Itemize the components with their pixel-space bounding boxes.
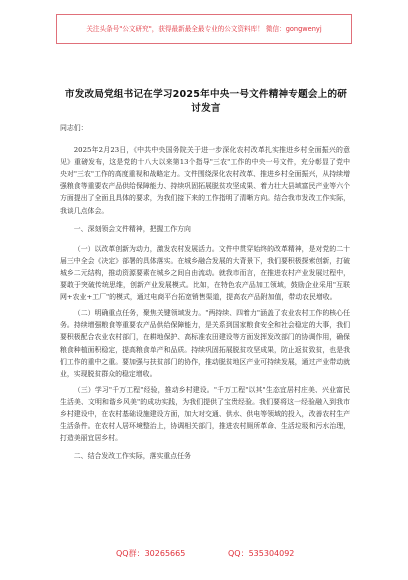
qq-number: QQ：535304092 — [228, 549, 295, 558]
document-body — [60, 122, 350, 522]
promo-banner-text: 关注头条号"公文研究"，获得最新最全最专业的公文资料库！ 微信：gongwenyj — [86, 25, 322, 33]
salutation: 同志们： — [60, 124, 88, 132]
qq-group-number: QQ群：30265665 — [116, 549, 186, 558]
body-paragraph: （二）明确重点任务，聚焦关键领域发力。"两持续、四着力"涵盖了农业农村工作的核心任务。持续增强粮食等重要农产品供给保障能力，是关系到国家粮食安全和社会稳定的大事，我们要积极配合农业农村部门，在耕地保护、高标准农田建设等方面发挥发改部门的协调作用，确保粮食种植面积稳定，提高粮食单产和品质。持续巩固拓展脱贫攻坚成果，防止返贫致贫，也是我们工作的重中之重。要加强与扶贫部门的协作，推动脱贫地区产业可持续发展，通过产业带动就业，实现脱贫群众的稳定增收。 — [60, 309, 350, 378]
document-title: 市发改局党组书记在学习2025年中央一号文件精神专题会上的研讨发言 — [64, 89, 348, 114]
body-paragraph: （三）学习"千万工程"经验，推动乡村建设。"千万工程"以其"生态宜居村庄美、兴业富民生活美、文明和谐乡风美"的成功实践，为我们提供了宝贵经验。我们要将这一经验融入到我市乡村建设中，在农村基础设施建设方面，加大对交通、供水、供电等领域的投入，改善农村生产生活条件。在农村人居环境整治上，协调相关部门，推进农村厕所革命、生活垃圾和污水治理，打造美丽宜居乡村。 — [60, 385, 350, 443]
body-paragraph: 2025年2月23日，《中共中央国务院关于进一步深化农村改革扎实推进乡村全面振兴的意见》重磅发布，这是党的十八大以来第13个指导"三农"工作的中央一号文件，充分彰显了党中央对"三农"工作的高度重视和战略定力。文件围绕深化农村改革、推进乡村全面振兴，从持续增强粮食等重要农产品供给保障能力、持续巩固拓展脱贫攻坚成果、着力壮大县域富民产业等六个方面提出了全面且具体的要求，为我们接下来的工作指明了清晰方向。结合我市发改工作实际，我谈几点体会。 — [60, 146, 350, 215]
footer-contact — [60, 548, 348, 562]
section-heading: 一、深刻领会文件精神，把握工作方向 — [73, 224, 191, 233]
promo-banner — [56, 14, 352, 44]
body-paragraph: （一）以改革创新为动力，激发农村发展活力。文件中贯穿始终的改革精神，是对党的二十届三中全会《决定》部署的具体落实。在城乡融合发展的大背景下，我们要积极探索创新，打破城乡二元结构，推动资源要素在城乡之间自由流动。就我市而言，在推进农村产业发展过程中，要敢于突破传统思维，创新产业发展模式。比如，在特色农产品加工领域，鼓励企业采用"互联网+农业+工厂"的模式，通过电商平台拓宽销售渠道，提高农产品附加值，带动农民增收。 — [60, 244, 350, 302]
section-heading: 二、结合发改工作实际，落实重点任务 — [73, 452, 191, 461]
